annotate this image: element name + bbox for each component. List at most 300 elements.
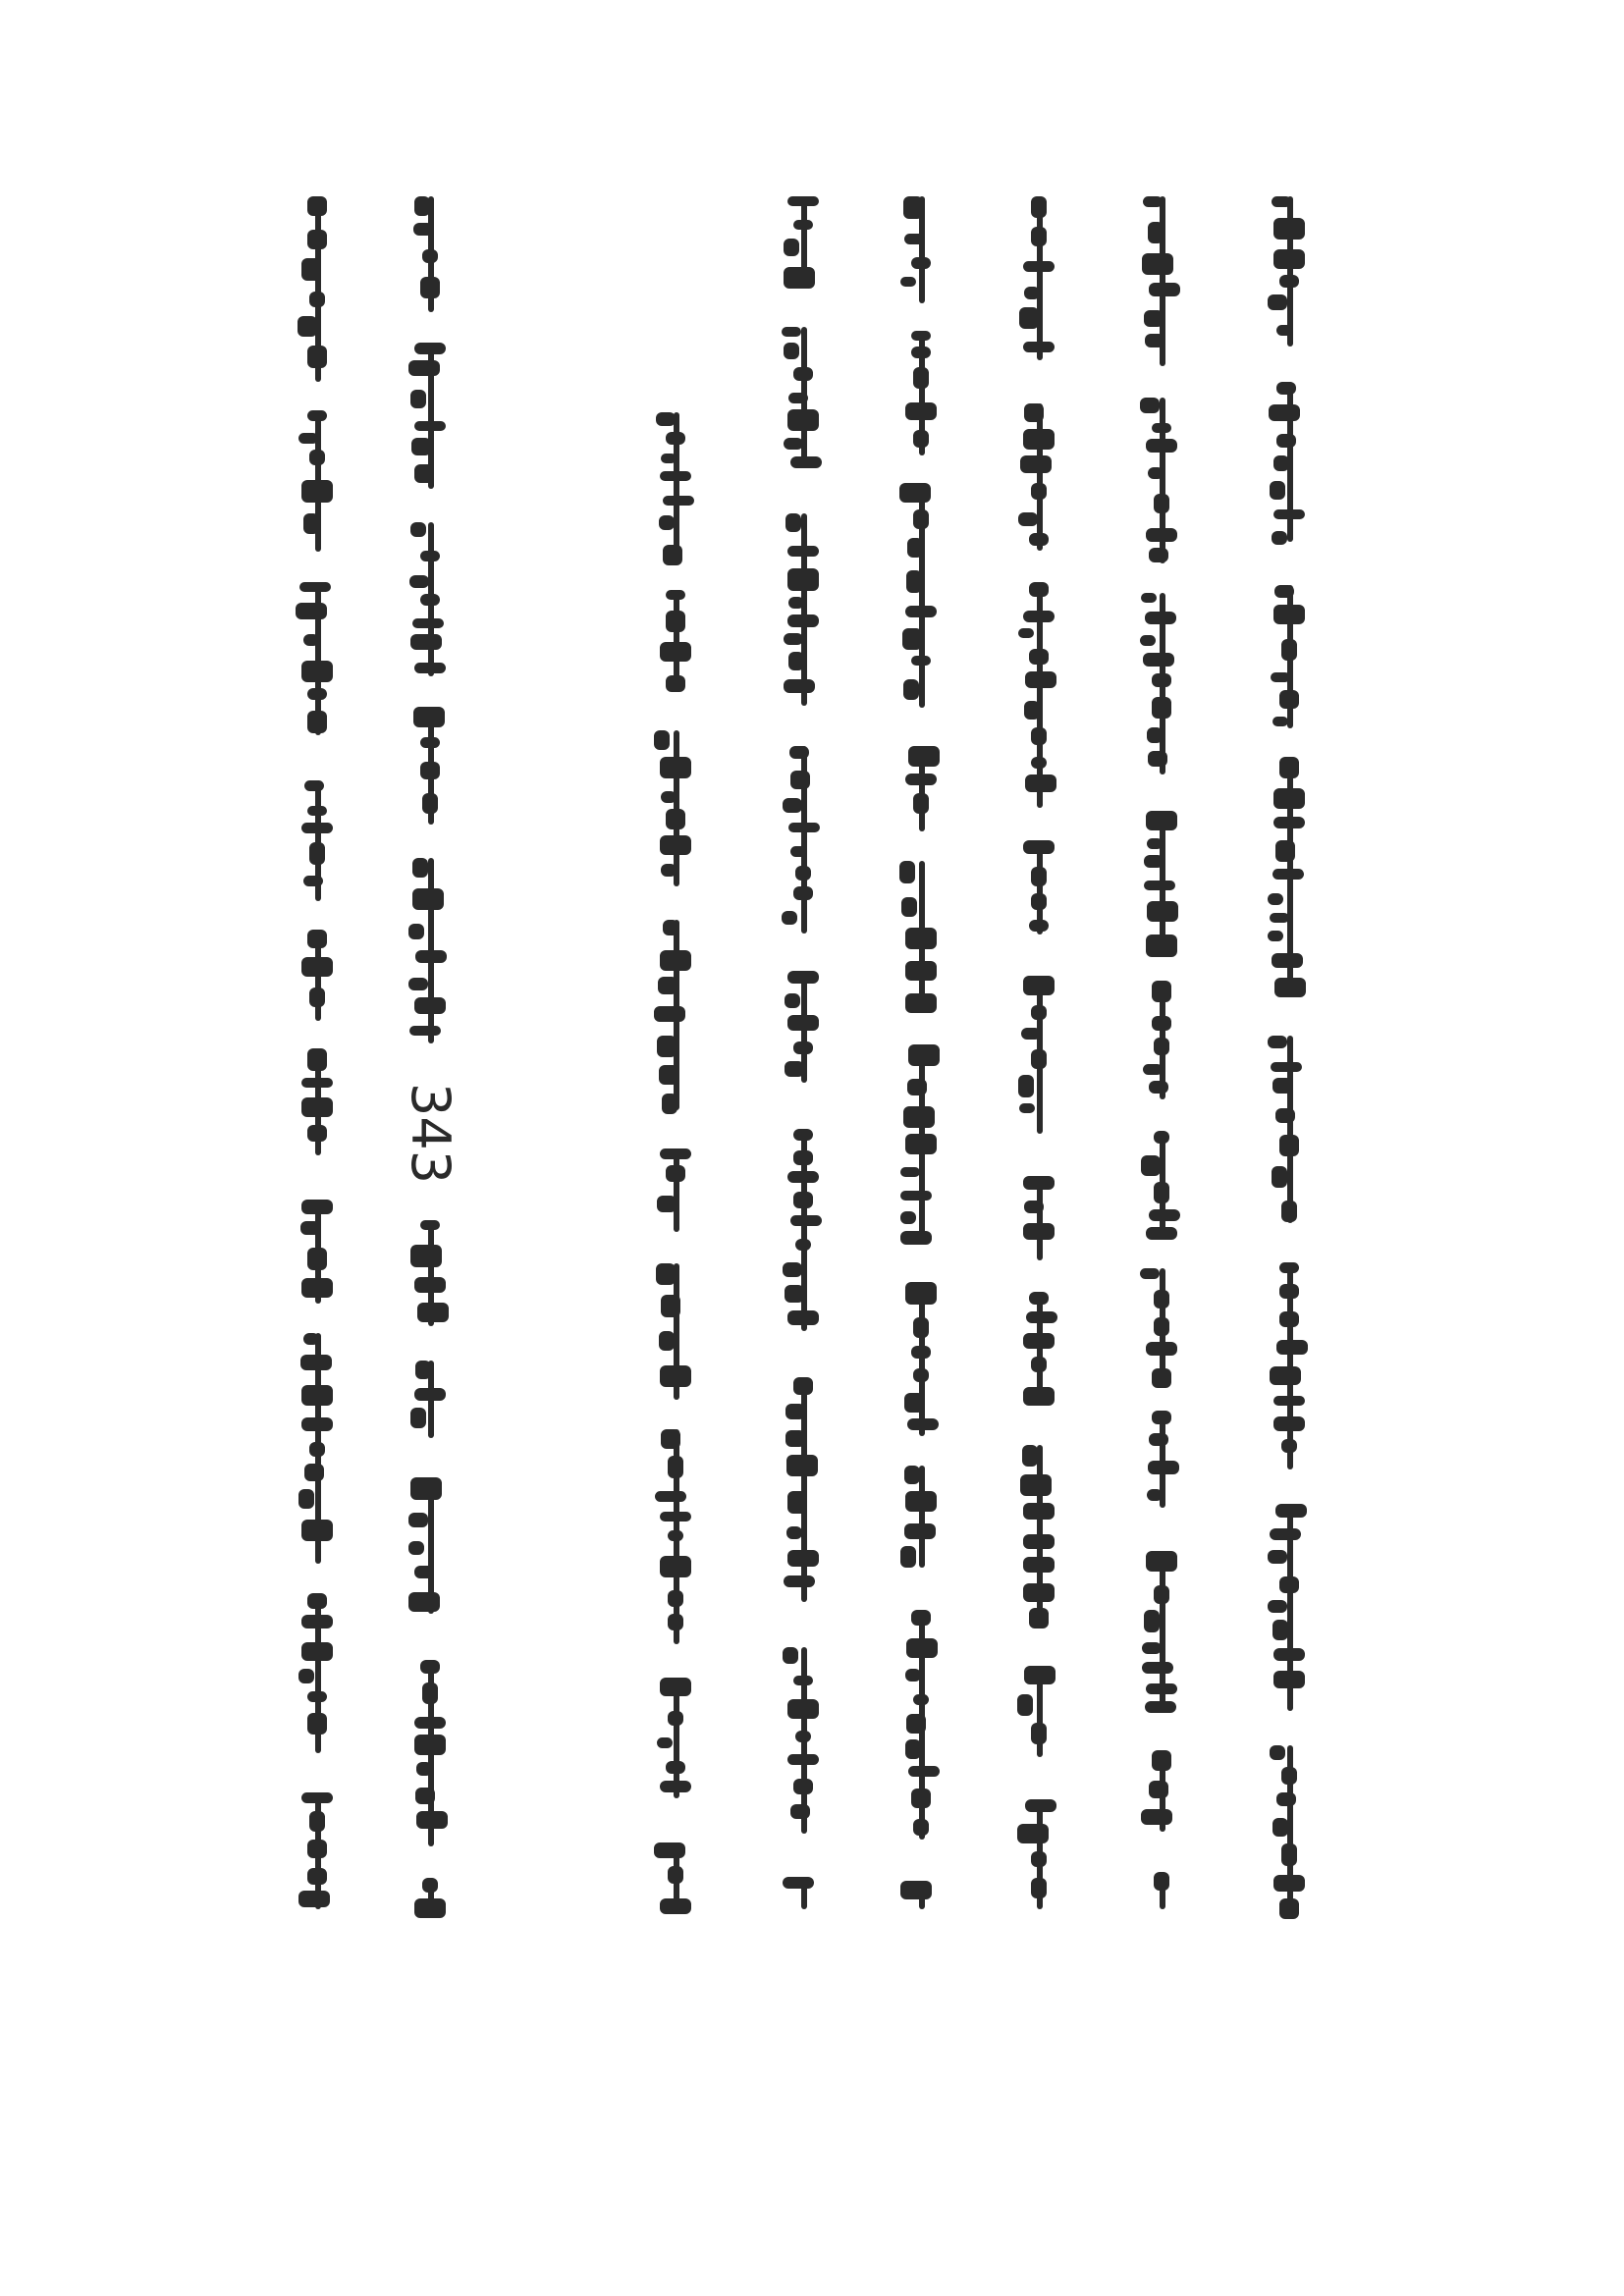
glyph bbox=[1146, 811, 1177, 830]
glyph bbox=[908, 746, 940, 767]
glyph bbox=[408, 924, 424, 939]
glyph bbox=[1268, 931, 1283, 941]
glyph bbox=[1031, 196, 1047, 218]
glyph bbox=[795, 1239, 811, 1251]
glyph bbox=[414, 343, 446, 354]
glyph bbox=[1029, 533, 1049, 546]
glyph bbox=[905, 961, 937, 981]
glyph bbox=[1148, 467, 1164, 479]
glyph bbox=[668, 1614, 683, 1630]
glyph bbox=[1025, 671, 1056, 688]
glyph bbox=[1279, 1311, 1299, 1327]
glyph bbox=[1154, 1038, 1169, 1055]
glyph bbox=[413, 223, 433, 236]
glyph bbox=[1149, 1781, 1168, 1798]
glyph bbox=[1272, 953, 1303, 968]
glyph bbox=[1154, 1872, 1169, 1891]
glyph bbox=[307, 1713, 327, 1735]
glyph bbox=[1019, 307, 1039, 329]
glyph bbox=[1147, 838, 1163, 849]
glyph bbox=[1147, 1489, 1163, 1501]
glyph bbox=[1023, 1503, 1055, 1520]
glyph bbox=[660, 1898, 691, 1914]
glyph bbox=[1270, 1528, 1301, 1540]
glyph bbox=[1148, 751, 1167, 767]
glyph bbox=[1279, 275, 1299, 288]
glyph bbox=[1270, 1366, 1301, 1385]
glyph bbox=[1276, 382, 1296, 395]
glyph bbox=[307, 688, 327, 700]
glyph bbox=[410, 1477, 442, 1500]
glyph bbox=[657, 1737, 673, 1748]
glyph bbox=[1269, 404, 1300, 421]
glyph bbox=[793, 220, 813, 230]
glyph bbox=[420, 551, 440, 561]
glyph bbox=[1273, 1648, 1305, 1661]
glyph bbox=[1270, 913, 1289, 923]
glyph bbox=[307, 1840, 327, 1858]
glyph bbox=[1154, 1290, 1169, 1308]
glyph bbox=[905, 774, 937, 785]
glyph bbox=[1273, 218, 1305, 240]
glyph bbox=[410, 1245, 442, 1267]
glyph bbox=[414, 1388, 446, 1401]
glyph bbox=[905, 993, 937, 1013]
glyph bbox=[900, 277, 916, 287]
glyph bbox=[919, 1282, 925, 1436]
glyph bbox=[1154, 1585, 1169, 1604]
glyph bbox=[787, 614, 819, 627]
glyph bbox=[301, 1417, 333, 1431]
glyph bbox=[409, 1026, 441, 1036]
glyph bbox=[1037, 403, 1043, 551]
glyph bbox=[309, 842, 325, 865]
glyph bbox=[301, 258, 321, 281]
glyph bbox=[785, 1430, 805, 1447]
glyph bbox=[298, 316, 317, 337]
glyph bbox=[303, 1333, 319, 1345]
glyph bbox=[787, 1310, 819, 1325]
glyph bbox=[1274, 585, 1294, 598]
glyph bbox=[1279, 1898, 1299, 1919]
glyph bbox=[790, 846, 806, 857]
glyph bbox=[408, 978, 428, 990]
glyph bbox=[913, 1819, 929, 1836]
glyph bbox=[905, 1282, 937, 1305]
glyph bbox=[1031, 757, 1047, 769]
glyph bbox=[301, 1278, 333, 1298]
glyph bbox=[1279, 757, 1299, 778]
line-number: 343 bbox=[400, 1083, 461, 1185]
glyph bbox=[787, 568, 819, 591]
glyph bbox=[1272, 1166, 1287, 1188]
glyph bbox=[660, 835, 691, 855]
glyph bbox=[1279, 690, 1299, 709]
glyph bbox=[410, 390, 426, 408]
glyph bbox=[301, 480, 333, 503]
glyph bbox=[1152, 1368, 1171, 1388]
glyph bbox=[307, 930, 327, 948]
glyph bbox=[1276, 1792, 1296, 1806]
glyph bbox=[656, 412, 676, 426]
glyph bbox=[1018, 1075, 1034, 1097]
glyph bbox=[1281, 1201, 1297, 1222]
glyph bbox=[304, 1464, 324, 1481]
glyph bbox=[662, 1094, 677, 1114]
glyph bbox=[674, 1148, 679, 1232]
glyph bbox=[414, 1735, 446, 1755]
glyph bbox=[1141, 1809, 1172, 1825]
glyph bbox=[1273, 509, 1305, 519]
glyph bbox=[414, 1717, 446, 1729]
glyph bbox=[1141, 593, 1157, 603]
glyph bbox=[911, 331, 931, 341]
glyph bbox=[1281, 1843, 1297, 1866]
glyph bbox=[1273, 249, 1305, 269]
glyph bbox=[663, 496, 694, 506]
glyph bbox=[1273, 1875, 1305, 1892]
glyph bbox=[1026, 1311, 1057, 1323]
glyph bbox=[1023, 261, 1055, 272]
glyph bbox=[1024, 1201, 1044, 1213]
glyph bbox=[655, 1491, 686, 1502]
glyph bbox=[787, 196, 819, 206]
glyph bbox=[1276, 325, 1292, 336]
glyph bbox=[422, 249, 438, 263]
glyph bbox=[801, 513, 807, 706]
glyph bbox=[1273, 788, 1305, 809]
glyph bbox=[784, 679, 815, 693]
glyph bbox=[1272, 531, 1287, 545]
glyph bbox=[661, 864, 677, 877]
glyph bbox=[788, 652, 804, 670]
glyph bbox=[660, 757, 691, 778]
glyph bbox=[1272, 717, 1288, 726]
glyph bbox=[1029, 1292, 1049, 1305]
glyph bbox=[1279, 1576, 1299, 1593]
glyph bbox=[1023, 976, 1055, 995]
glyph bbox=[793, 1192, 813, 1208]
glyph bbox=[787, 1699, 819, 1719]
glyph bbox=[787, 971, 819, 984]
glyph bbox=[422, 793, 438, 814]
glyph bbox=[307, 346, 327, 368]
glyph bbox=[1146, 528, 1177, 542]
glyph bbox=[301, 1078, 333, 1088]
glyph bbox=[1146, 934, 1177, 957]
glyph bbox=[299, 582, 331, 592]
glyph bbox=[907, 1418, 939, 1430]
glyph bbox=[307, 711, 327, 733]
glyph bbox=[1023, 840, 1055, 854]
glyph bbox=[301, 1642, 333, 1661]
glyph bbox=[911, 1346, 931, 1359]
glyph bbox=[298, 1891, 330, 1907]
glyph bbox=[784, 239, 799, 256]
glyph bbox=[784, 633, 803, 645]
glyph bbox=[793, 1676, 813, 1685]
glyph bbox=[414, 1566, 434, 1578]
glyph bbox=[1025, 774, 1056, 792]
glyph bbox=[1152, 981, 1171, 1002]
glyph bbox=[307, 1593, 327, 1609]
glyph bbox=[307, 1125, 327, 1142]
glyph bbox=[1273, 455, 1289, 471]
glyph bbox=[913, 1317, 929, 1338]
glyph bbox=[911, 1789, 931, 1808]
glyph bbox=[298, 433, 318, 444]
glyph bbox=[1149, 1209, 1180, 1221]
glyph bbox=[793, 1779, 813, 1794]
glyph bbox=[1140, 635, 1156, 646]
glyph bbox=[1145, 334, 1164, 347]
glyph bbox=[1023, 611, 1055, 622]
glyph bbox=[668, 1590, 683, 1607]
glyph bbox=[663, 545, 682, 565]
glyph bbox=[410, 1408, 426, 1428]
glyph bbox=[788, 823, 820, 832]
glyph bbox=[790, 771, 810, 789]
glyph bbox=[1279, 1284, 1299, 1299]
glyph bbox=[1018, 512, 1038, 526]
glyph bbox=[906, 1638, 938, 1658]
glyph bbox=[666, 809, 685, 829]
glyph bbox=[783, 1262, 802, 1277]
glyph bbox=[919, 1466, 925, 1568]
glyph bbox=[307, 1868, 327, 1885]
glyph bbox=[900, 1881, 932, 1899]
glyph bbox=[659, 515, 675, 530]
glyph bbox=[414, 464, 434, 483]
glyph bbox=[1154, 1182, 1169, 1203]
glyph bbox=[900, 1546, 916, 1568]
glyph bbox=[1142, 1642, 1162, 1654]
glyph bbox=[903, 1106, 935, 1128]
glyph bbox=[1037, 196, 1043, 360]
glyph bbox=[1023, 1223, 1055, 1240]
glyph bbox=[1029, 649, 1049, 665]
glyph bbox=[420, 1660, 440, 1674]
glyph bbox=[307, 1248, 327, 1270]
glyph bbox=[905, 606, 937, 617]
glyph bbox=[309, 292, 325, 307]
glyph bbox=[1142, 1662, 1173, 1674]
glyph bbox=[420, 277, 440, 298]
glyph bbox=[1143, 196, 1163, 207]
glyph bbox=[901, 897, 917, 917]
glyph bbox=[905, 1739, 921, 1759]
glyph bbox=[307, 1691, 327, 1702]
glyph bbox=[1031, 483, 1047, 500]
glyph bbox=[412, 618, 444, 628]
glyph bbox=[1270, 481, 1285, 500]
glyph bbox=[1148, 1461, 1179, 1474]
glyph bbox=[1147, 901, 1178, 922]
glyph bbox=[654, 1842, 685, 1858]
glyph bbox=[414, 997, 446, 1014]
glyph bbox=[1142, 253, 1173, 275]
glyph bbox=[660, 642, 691, 662]
glyph bbox=[913, 1694, 929, 1705]
glyph bbox=[1023, 1176, 1055, 1190]
glyph bbox=[416, 1811, 448, 1829]
glyph bbox=[1276, 1340, 1308, 1355]
glyph bbox=[1023, 1557, 1055, 1573]
glyph bbox=[1273, 1396, 1305, 1406]
glyph bbox=[1017, 1824, 1049, 1843]
glyph bbox=[1024, 403, 1044, 422]
glyph bbox=[661, 1429, 680, 1449]
glyph bbox=[1281, 1767, 1297, 1785]
glyph bbox=[784, 1575, 815, 1587]
glyph bbox=[906, 1714, 926, 1734]
glyph bbox=[783, 1647, 798, 1664]
glyph bbox=[1275, 840, 1295, 862]
glyph bbox=[900, 1191, 932, 1201]
glyph bbox=[911, 257, 931, 269]
glyph bbox=[1148, 222, 1164, 243]
glyph bbox=[1152, 697, 1171, 719]
glyph bbox=[656, 1263, 676, 1285]
glyph bbox=[785, 993, 800, 1008]
glyph bbox=[666, 675, 685, 692]
text-line bbox=[400, 0, 461, 2296]
glyph bbox=[1029, 1608, 1049, 1629]
glyph bbox=[1154, 494, 1169, 513]
glyph bbox=[788, 597, 804, 609]
glyph bbox=[900, 1231, 932, 1245]
glyph bbox=[301, 661, 333, 682]
glyph bbox=[1281, 639, 1297, 661]
glyph bbox=[793, 1041, 813, 1054]
glyph bbox=[660, 471, 691, 481]
glyph bbox=[1270, 1745, 1285, 1760]
glyph bbox=[787, 1550, 819, 1567]
glyph bbox=[668, 1530, 683, 1541]
glyph bbox=[303, 634, 319, 646]
glyph bbox=[301, 957, 333, 977]
text-line bbox=[1134, 0, 1189, 2296]
glyph bbox=[1273, 1671, 1305, 1688]
text-line bbox=[893, 0, 948, 2296]
glyph bbox=[789, 746, 809, 759]
glyph bbox=[1144, 855, 1164, 868]
glyph bbox=[784, 267, 815, 289]
glyph bbox=[1273, 605, 1305, 624]
glyph bbox=[793, 367, 813, 381]
glyph bbox=[1272, 196, 1291, 207]
glyph bbox=[309, 450, 325, 465]
glyph bbox=[307, 230, 327, 249]
glyph bbox=[660, 1512, 691, 1522]
glyph bbox=[304, 780, 324, 791]
glyph bbox=[307, 806, 327, 816]
glyph bbox=[668, 1866, 683, 1884]
glyph bbox=[422, 1682, 438, 1704]
glyph bbox=[408, 360, 440, 376]
glyph bbox=[913, 430, 929, 448]
glyph bbox=[786, 1526, 802, 1539]
glyph bbox=[661, 454, 677, 463]
glyph bbox=[1272, 1818, 1288, 1837]
glyph bbox=[911, 347, 931, 358]
glyph bbox=[668, 1711, 683, 1726]
glyph bbox=[1023, 1583, 1055, 1602]
glyph bbox=[787, 1015, 819, 1031]
glyph bbox=[668, 1456, 683, 1478]
glyph bbox=[913, 793, 929, 814]
glyph bbox=[787, 1171, 819, 1183]
glyph bbox=[793, 1150, 813, 1165]
glyph bbox=[660, 1556, 691, 1577]
text-line bbox=[290, 0, 345, 2296]
glyph bbox=[1031, 867, 1047, 886]
glyph bbox=[1279, 1135, 1299, 1156]
text-line bbox=[1262, 0, 1317, 2296]
glyph bbox=[420, 737, 440, 748]
glyph bbox=[303, 876, 323, 886]
glyph bbox=[301, 823, 333, 833]
glyph bbox=[666, 1165, 685, 1182]
glyph bbox=[782, 911, 797, 925]
glyph bbox=[408, 1541, 424, 1555]
glyph bbox=[1279, 1262, 1299, 1273]
glyph bbox=[414, 421, 446, 431]
glyph bbox=[913, 509, 929, 529]
glyph bbox=[309, 988, 325, 1007]
glyph bbox=[1025, 1799, 1056, 1812]
glyph bbox=[654, 1006, 685, 1022]
glyph bbox=[900, 1167, 920, 1177]
glyph bbox=[904, 1466, 920, 1484]
glyph bbox=[411, 438, 431, 455]
glyph bbox=[1022, 1445, 1038, 1467]
glyph bbox=[1020, 455, 1052, 473]
glyph bbox=[417, 1303, 449, 1322]
text-line bbox=[776, 0, 831, 2296]
glyph bbox=[412, 888, 444, 910]
glyph bbox=[904, 1523, 936, 1539]
glyph bbox=[1140, 1268, 1160, 1279]
glyph bbox=[790, 1215, 822, 1226]
glyph bbox=[1024, 1666, 1056, 1684]
glyph bbox=[905, 928, 937, 949]
glyph bbox=[913, 367, 929, 389]
glyph bbox=[657, 1196, 677, 1212]
glyph bbox=[1018, 628, 1034, 638]
glyph bbox=[1140, 398, 1160, 413]
glyph bbox=[416, 1762, 432, 1776]
glyph bbox=[1154, 1317, 1169, 1336]
glyph bbox=[412, 858, 428, 878]
glyph bbox=[1031, 1049, 1047, 1069]
glyph bbox=[1017, 1694, 1033, 1716]
glyph bbox=[906, 570, 922, 593]
glyph bbox=[1146, 1227, 1177, 1240]
glyph bbox=[307, 1048, 327, 1071]
glyph bbox=[660, 1365, 691, 1387]
glyph bbox=[415, 1788, 435, 1804]
glyph bbox=[1272, 869, 1304, 880]
glyph bbox=[1144, 881, 1175, 890]
glyph bbox=[301, 1097, 333, 1117]
glyph bbox=[785, 1285, 804, 1303]
glyph bbox=[1023, 1333, 1055, 1349]
glyph bbox=[1020, 1474, 1052, 1496]
glyph bbox=[301, 1792, 333, 1803]
glyph bbox=[1144, 1610, 1160, 1632]
glyph bbox=[904, 1393, 924, 1413]
